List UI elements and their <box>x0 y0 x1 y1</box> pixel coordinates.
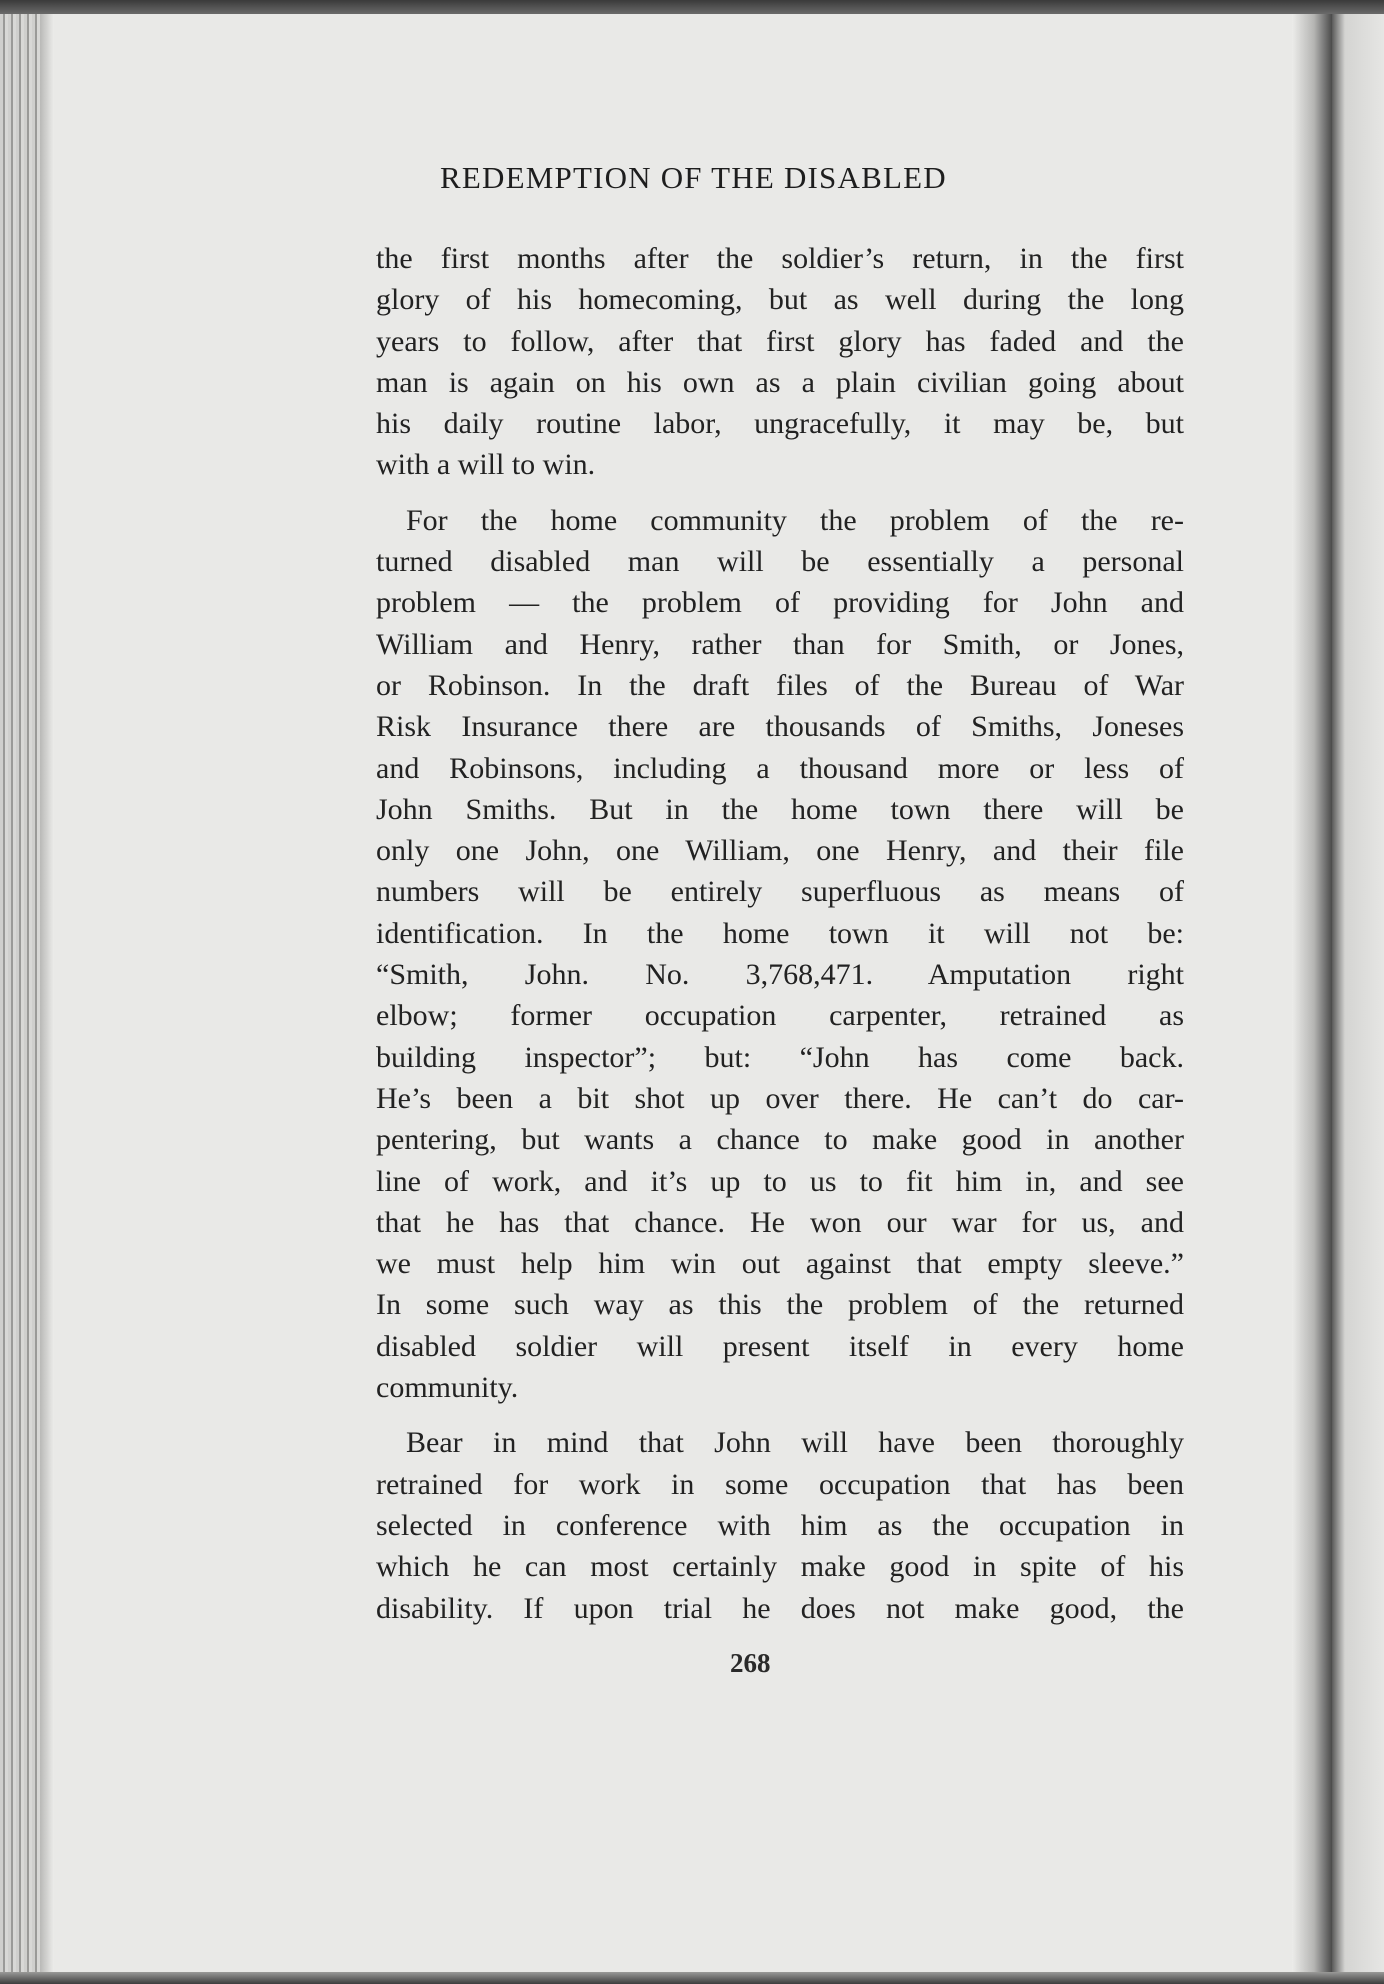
text-line: identification. In the home town it will not be: <box>376 916 1184 950</box>
page-number: 268 <box>730 1648 771 1678</box>
text-line: that he has that chance. He won our war for us, and <box>376 1205 1184 1239</box>
running-head: REDEMPTION OF THE DISABLED <box>440 160 947 195</box>
text-line: selected in conference with him as the occupation in <box>376 1508 1184 1542</box>
text-line: glory of his homecoming, but as well during the long <box>376 283 1184 317</box>
text-line: For the home community the problem of the re- <box>406 503 1184 537</box>
paragraph <box>376 500 1184 1409</box>
right-page-edge <box>1332 14 1384 1984</box>
text-line: He’s been a bit shot up over there. He can’t do car- <box>376 1081 1184 1115</box>
text-line: numbers will be entirely superfluous as means of <box>376 875 1184 909</box>
text-line: In some such way as this the problem of the returned <box>376 1288 1184 1322</box>
text-line: Bear in mind that John will have been thoroughly <box>406 1426 1184 1460</box>
paragraph <box>376 1422 1184 1628</box>
page-bottom-edge <box>0 1972 1384 1984</box>
page-top-edge <box>0 0 1384 14</box>
text-line: pentering, but wants a chance to make good in another <box>376 1123 1184 1157</box>
text-line: turned disabled man will be essentially a personal <box>376 545 1184 579</box>
body-text <box>376 238 1184 1643</box>
text-line: John Smiths. But in the home town there will be <box>376 792 1184 826</box>
text-line: building inspector”; but: “John has come back. <box>376 1040 1184 1074</box>
text-line: line of work, and it’s up to us to fit him in, and see <box>376 1164 1184 1198</box>
paragraph <box>376 238 1184 486</box>
text-line: retrained for work in some occupation that has been <box>376 1467 1184 1501</box>
text-line: elbow; former occupation carpenter, retrained as <box>376 999 1184 1033</box>
text-line: man is again on his own as a plain civilian going about <box>376 365 1184 399</box>
text-line: disability. If upon trial he does not make good, the <box>376 1591 1184 1625</box>
text-line: the first months after the soldier’s return, in the first <box>376 242 1184 275</box>
left-gutter-shadow <box>40 14 54 1984</box>
text-line: disabled soldier will present itself in every home <box>376 1329 1184 1363</box>
text-line: Risk Insurance there are thousands of Smiths, Joneses <box>376 710 1184 744</box>
text-line: we must help him win out against that empty sleeve.” <box>376 1247 1184 1281</box>
text-line: community. <box>376 1371 519 1405</box>
text-line: with a will to win. <box>376 448 596 482</box>
text-line: his daily routine labor, ungracefully, it may be, but <box>376 407 1184 441</box>
text-line: problem — the problem of providing for John and <box>376 586 1184 620</box>
text-line: William and Henry, rather than for Smith, or Jones, <box>376 627 1184 661</box>
text-line: “Smith, John. No. 3,768,471. Amputation right <box>376 958 1184 992</box>
left-page-stack <box>0 14 40 1984</box>
text-line: only one John, one William, one Henry, and their file <box>376 834 1184 868</box>
text-line: years to follow, after that first glory has faded and the <box>376 324 1184 358</box>
text-line: and Robinsons, including a thousand more or less of <box>376 751 1184 785</box>
text-line: which he can most certainly make good in spite of his <box>376 1550 1184 1584</box>
text-line: or Robinson. In the draft files of the Bureau of War <box>376 668 1184 702</box>
right-gutter-shadow <box>1292 14 1332 1984</box>
